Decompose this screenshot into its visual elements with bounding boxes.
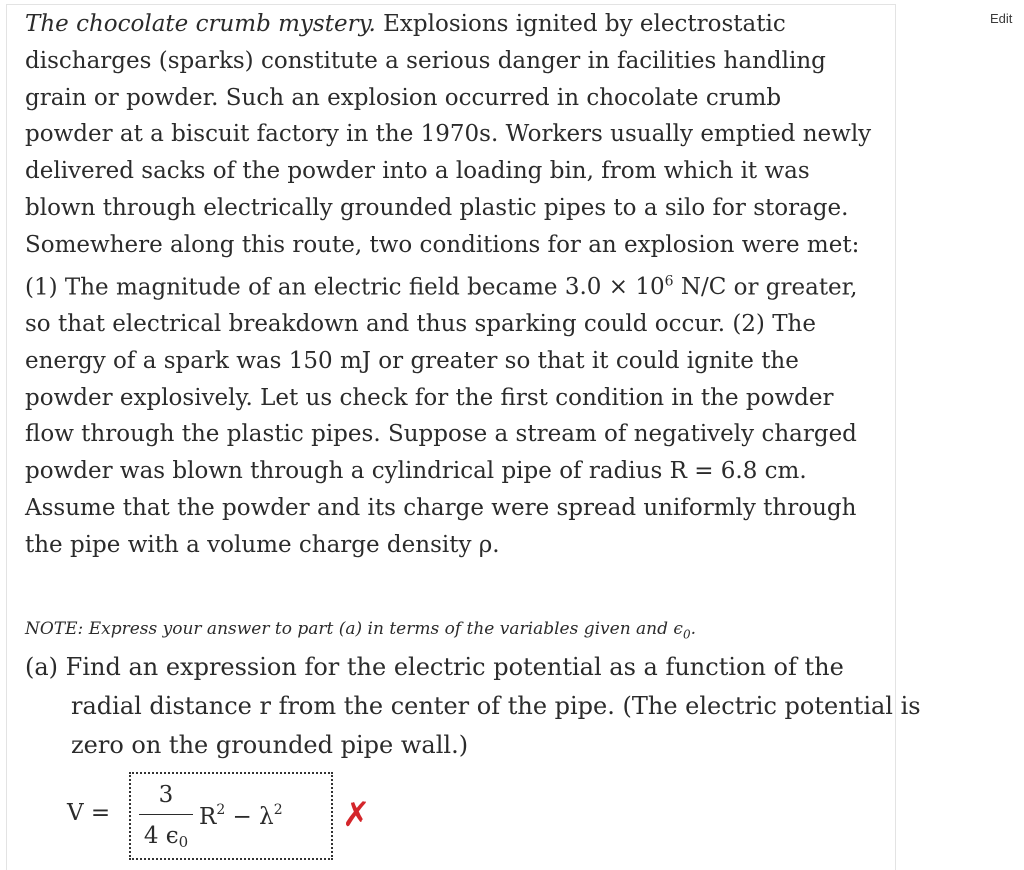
edit-link[interactable]: Edit <box>990 11 1013 26</box>
field-unit: N/C <box>673 274 727 301</box>
field-exponent: 6 <box>664 273 674 290</box>
part-a-question: (a) Find an expression for the electric potential as a function of the radial distance r from the center of the pipe. (The electric potential is zero on the grounded pipe wall.) <box>25 653 921 759</box>
expr-minus: − <box>225 804 260 830</box>
denominator-subscript: 0 <box>178 833 189 851</box>
problem-end-text: . Assume that the powder and its charge were spread uniformly through the pipe with a volume charge density ρ. <box>25 458 857 558</box>
answer-input-box[interactable] <box>129 772 333 860</box>
answer-expression <box>199 802 283 830</box>
fraction-numerator: 3 <box>158 782 174 808</box>
problem-intro: Explosions ignited by electrostatic discharges (sparks) constitute a serious danger in facilities handling grain or powder. Such an explosion occurred in chocolate crumb powder at a biscuit factory in the 1970s. Workers usually emptied newly delivered sacks of the powder into a loading bin, from which it was blown through electrically grounded plastic pipes to a silo for storage. Somewhere along this route, two conditions for an explosion were met: (1) The magnitude of an electric field became <box>25 11 872 301</box>
answer-note <box>25 619 875 641</box>
field-value: 3.0 × 10 <box>564 274 665 301</box>
answer-lhs: V = <box>67 800 111 826</box>
expr-term1-exponent: 2 <box>216 802 226 818</box>
radius-expression: R = 6.8 cm <box>669 458 800 485</box>
note-period: . <box>690 619 696 639</box>
fraction-bar <box>139 814 193 815</box>
problem-title: The chocolate crumb mystery. <box>25 11 376 37</box>
field-threshold <box>565 274 726 300</box>
expr-term2: λ <box>259 804 274 830</box>
fraction-denominator <box>139 819 193 853</box>
expr-term1: R <box>199 804 217 830</box>
problem-statement <box>25 6 875 564</box>
note-subscript: 0 <box>682 627 691 642</box>
incorrect-x-icon: ✗ <box>342 795 371 835</box>
note-text: NOTE: Express your answer to part (a) in terms of the variables given and ϵ <box>25 619 683 639</box>
answer-fraction <box>139 778 193 853</box>
denominator-text: 4 ϵ <box>143 823 179 849</box>
expr-term2-exponent: 2 <box>273 802 283 818</box>
problem-mid-text: or greater, so that electrical breakdown and thus sparking could occur. (2) The energy of a spark was 150 mJ or greater so that it could ignite the powder explosively. Let us check for the first condition in the powder flow through the plastic pipes. Suppose a stream of negatively charged powder was blown through a cylindrical pipe of radius <box>25 274 858 485</box>
